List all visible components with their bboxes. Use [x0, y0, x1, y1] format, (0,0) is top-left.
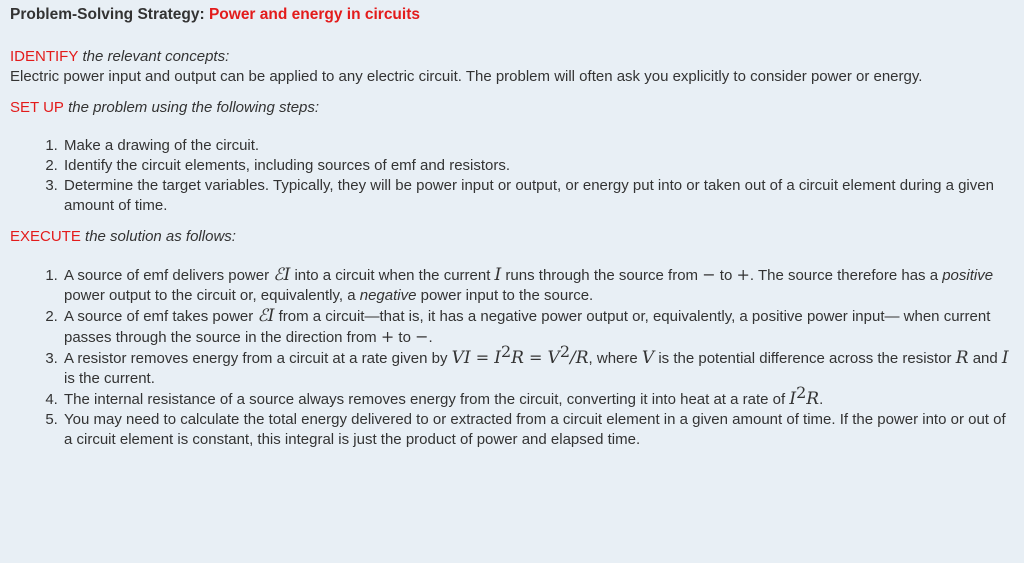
step-text: A resistor removes energy from a circuit at a rate given by — [64, 350, 452, 367]
execute-step-4 — [62, 383, 1014, 410]
current-symbol: I — [1001, 348, 1009, 368]
execute-keyword: EXECUTE — [10, 228, 81, 245]
execute-step-5: 5. You may need to calculate the total energy delivered to or extracted from a circuit element in a given amount of time. If the power into or out of a circuit element is constant, this integral is just the product of power and elapsed time. — [62, 410, 1014, 450]
execute-steps — [10, 265, 1014, 450]
step-text: A source of emf takes power — [64, 308, 258, 325]
step-text: and — [968, 350, 1002, 367]
step-text: to — [394, 329, 416, 346]
step-text: , where — [588, 350, 642, 367]
power-formula-vi: VI — [451, 348, 471, 368]
heat-formula-r: R — [806, 389, 820, 409]
execute-step-2 — [62, 306, 1014, 348]
page-title — [10, 5, 1014, 25]
emphasis-negative: negative — [359, 287, 417, 304]
identify-rest: the relevant concepts: — [78, 48, 230, 65]
emf-symbol: ℰ — [273, 265, 284, 285]
setup-heading — [10, 98, 1014, 118]
plus-sign: + — [736, 265, 750, 284]
voltage-symbol: V — [641, 348, 655, 368]
power-formula-over-r: /R — [570, 348, 589, 368]
resistance-symbol: R — [955, 348, 969, 368]
current-symbol: I — [494, 265, 502, 285]
plus-sign: + — [380, 327, 395, 346]
step-text: is the potential difference across the resistor — [654, 350, 956, 367]
step-text: . — [428, 329, 433, 346]
step-text: A source of emf delivers power — [64, 267, 274, 284]
execute-step-3 — [62, 342, 1014, 389]
step-text: The internal resistance of a source always removes energy from the circuit, converting it into heat at a rate of — [64, 391, 790, 408]
step-text: power input to the source. — [416, 287, 594, 304]
minus-sign: − — [702, 265, 716, 284]
equals-sign: = — [523, 348, 548, 367]
setup-keyword: SET UP — [10, 99, 64, 116]
execute-rest: the solution as follows: — [80, 228, 236, 245]
step-text: from a circuit—that is, it has a negative power output or, equivalently, a positive power input— when current passes through the source in the direction from — [64, 308, 991, 346]
step-text: to — [715, 267, 737, 284]
power-formula-r: R — [511, 348, 524, 368]
identify-heading — [10, 47, 1014, 67]
setup-step: 3. Determine the target variables. Typically, they will be power input or output, or energy put into or taken out of a circuit element during a given amount of time. — [62, 176, 1014, 216]
equals-sign: = — [470, 348, 495, 367]
exponent: 2 — [559, 342, 570, 361]
power-formula-i: I — [494, 348, 501, 368]
step-text: into a circuit when the current — [290, 267, 495, 284]
step-text: runs through the source from — [501, 267, 703, 284]
exponent: 2 — [796, 383, 807, 402]
setup-rest: the problem using the following steps: — [63, 99, 320, 116]
power-formula-v: V — [547, 348, 560, 368]
step-text: . The source therefore has a — [749, 267, 943, 284]
setup-step: 2. Identify the circuit elements, including sources of emf and resistors. — [62, 156, 1014, 176]
emf-symbol: ℰ — [257, 306, 268, 326]
exponent: 2 — [500, 342, 512, 361]
setup-step: 1. Make a drawing of the circuit. — [62, 136, 1014, 156]
current-symbol: I — [267, 306, 275, 326]
execute-step-1 — [62, 265, 1014, 306]
identify-keyword: IDENTIFY — [10, 48, 79, 65]
setup-steps — [10, 136, 1014, 216]
step-text: power output to the circuit or, equivalently, a — [64, 287, 360, 304]
current-symbol: I — [283, 265, 291, 285]
minus-sign: − — [415, 327, 429, 346]
identify-text: Electric power input and output can be applied to any electric circuit. The problem will often ask you explicitly to consider power or energy. — [10, 68, 923, 85]
step-text: . — [819, 391, 824, 408]
emphasis-positive: positive — [942, 267, 994, 284]
heat-formula-i: I — [789, 389, 797, 409]
title-highlight: Power and energy in circuits — [208, 6, 420, 23]
execute-heading — [10, 227, 1014, 247]
title-prefix: Problem-Solving Strategy: — [10, 6, 209, 23]
step-text: is the current. — [64, 370, 155, 387]
